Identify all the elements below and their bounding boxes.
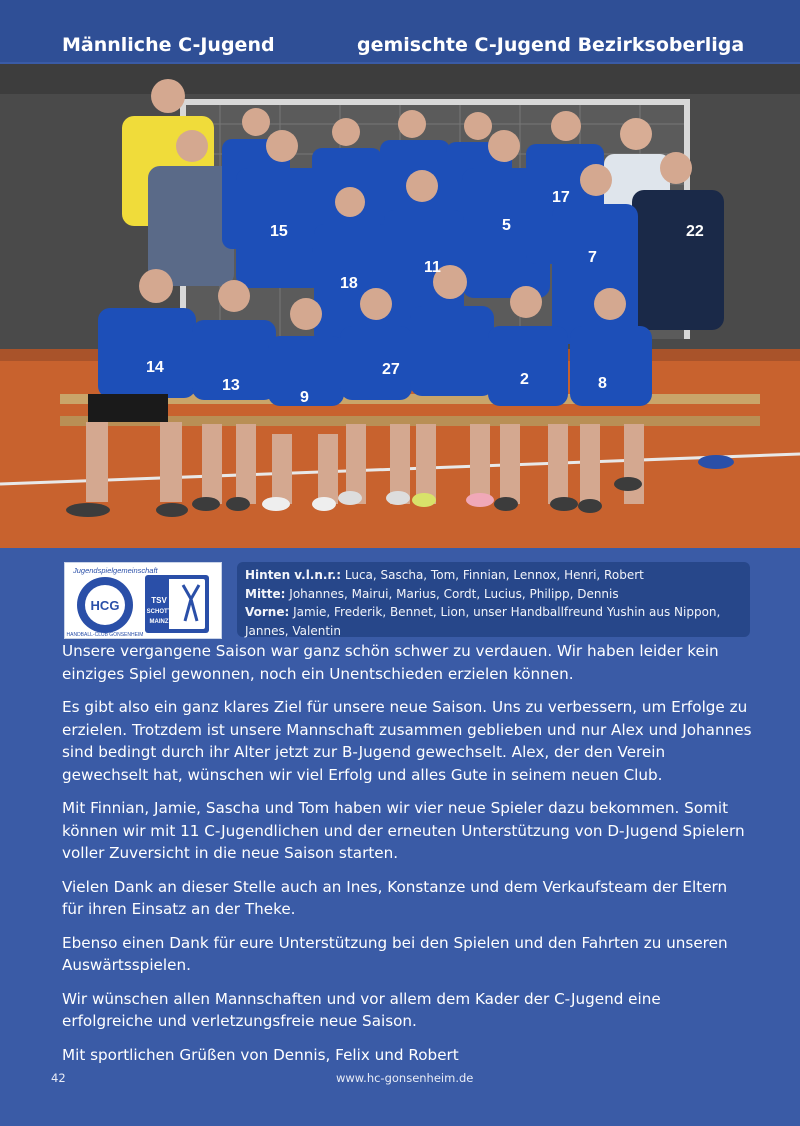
jersey-number: 18 — [340, 275, 358, 292]
hcg-logo — [77, 577, 133, 633]
paragraph: Wir wünschen allen Mannschaften und vor allem dem Kader der C-Jugend eine erfolgreiche und verletzungsfreie neue Saison. — [62, 989, 661, 1030]
photo-caption — [237, 562, 750, 637]
jsg-arc-text: Jugendspielgemeinschaft — [73, 566, 158, 575]
signature-line: Mit sportlichen Grüßen von Dennis, Felix und Robert — [62, 1045, 459, 1064]
club-logos — [64, 562, 222, 639]
page-number: 42 — [51, 1071, 66, 1085]
hcg-ring-text: HANDBALL-CLUB GONSENHEIM — [66, 632, 144, 638]
paragraph: Mit Finnian, Jamie, Sascha und Tom haben wir vier neue Spieler dazu bekommen. Somit können wir mit 11 C-Jugendlichen und der erneuten Unterstützung von D-Jugend Spielern voller Zuversicht in die neue Saison starten. — [62, 799, 745, 862]
website-link[interactable]: www.hc-gonsenheim.de — [336, 1071, 474, 1085]
team-photo — [0, 64, 800, 548]
jersey-number: 22 — [686, 223, 704, 240]
tsv-schott-logo — [145, 575, 209, 633]
article-body — [62, 640, 752, 1077]
jersey-number: 11 — [424, 259, 441, 276]
jersey-number: 2 — [520, 371, 529, 388]
caption-front-row-cont: Jannes, Valentin — [245, 623, 341, 638]
schott-text: SCHOTT — [146, 609, 172, 615]
header-bar — [0, 0, 800, 62]
caption-back-row: Hinten v.l.n.r.: Luca, Sascha, Tom, Finnian, Lennox, Henri, Robert — [245, 568, 644, 582]
hcg-monogram: HCG — [90, 598, 120, 613]
paragraph: Unsere vergangene Saison war ganz schön schwer zu verdauen. Wir haben leider kein einziges Spiel gewonnen, noch ein Unentschieden erzielen können. — [62, 642, 719, 683]
paragraph: Es gibt also ein ganz klares Ziel für unsere neue Saison. Uns zu verbessern, um Erfolge zu erzielen. Trotzdem ist unsere Mannschaft zusammen geblieben und nur Alex und Johannes sind bedingt durch ihr Alter jetzt zur B-Jugend gewechselt. Alex, der den Verein gewechselt hat, wünschen wir viel Erfolg und alles Gute in seinem neuen Club. — [62, 698, 752, 784]
jersey-number: 27 — [382, 361, 400, 378]
jersey-number: 15 — [270, 223, 288, 240]
jersey-number: 13 — [222, 377, 240, 394]
jersey-number: 14 — [146, 359, 164, 376]
league-title: gemischte C-Jugend Bezirksoberliga — [357, 34, 745, 56]
caption-front-row: Vorne: Jamie, Frederik, Bennet, Lion, unser Handballfreund Yushin aus Nippon, — [245, 605, 721, 619]
team-title: Männliche C-Jugend — [62, 34, 275, 56]
mainz-text: MAINZ — [149, 619, 169, 625]
jersey-number: 8 — [598, 375, 607, 392]
jersey-number: 9 — [300, 389, 309, 406]
caption-middle-row: Mitte: Johannes, Mairui, Marius, Cordt, Lucius, Philipp, Dennis — [245, 586, 619, 601]
tsv-text: TSV — [151, 596, 167, 605]
jersey-number: 7 — [588, 249, 597, 266]
jersey-number: 5 — [502, 217, 511, 234]
paragraph: Ebenso einen Dank für eure Unterstützung bei den Spielen und den Fahrten zu unseren Auswärtsspielen. — [62, 933, 728, 974]
paragraph: Vielen Dank an dieser Stelle auch an Ines, Konstanze und dem Verkaufsteam der Eltern für ihren Einsatz an der Theke. — [62, 877, 728, 918]
jersey-number: 17 — [552, 189, 570, 206]
